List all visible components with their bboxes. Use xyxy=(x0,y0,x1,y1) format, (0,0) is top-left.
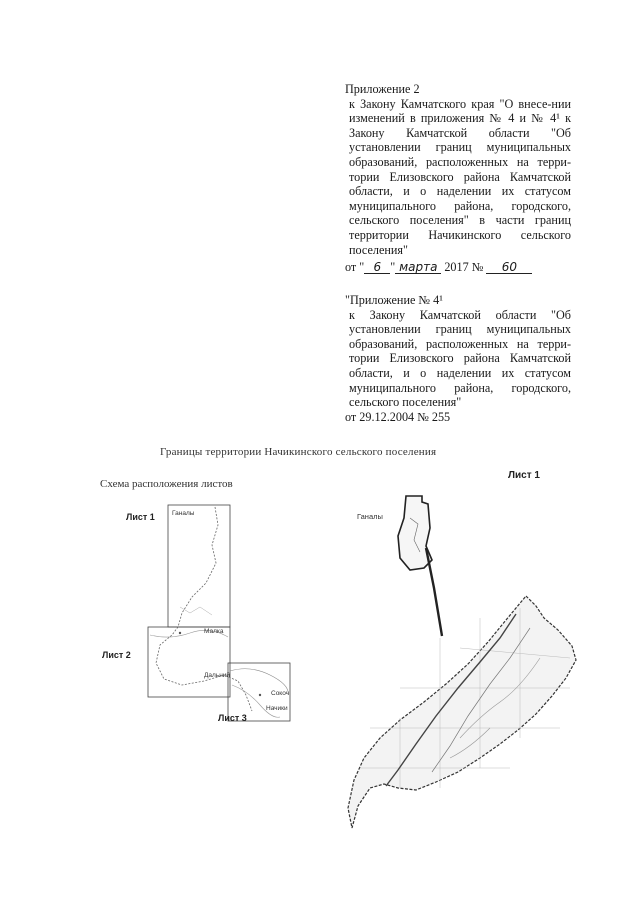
appendix-4-1-date: от 29.12.2004 № 255 xyxy=(345,409,451,424)
appendix-2-heading: Приложение 2 xyxy=(345,82,420,96)
sheet-2-label: Лист 2 xyxy=(102,650,131,660)
scheme-title: Схема расположения листов xyxy=(100,478,233,490)
place-dalniy: Дальний xyxy=(204,672,231,679)
appendix-4-1-block xyxy=(345,293,571,424)
sheet-2-frame xyxy=(148,627,230,697)
date-year: 2017 № xyxy=(444,260,484,275)
sheet-1-label: Лист 1 xyxy=(126,512,155,522)
date-number: 60 xyxy=(486,261,532,274)
date-month: марта xyxy=(395,261,441,274)
boundary-line xyxy=(156,507,252,711)
place-nachiki: Начики xyxy=(266,705,288,712)
sheet-1-map xyxy=(340,488,590,838)
appendix-2-body: к Закону Камчатского края "О внесе-нии изменений в приложения № 4 и № 4¹ к Закону Камчатской области "Об установлении границ муниципальных образований, расположенных на терри-тории Елизовского района Камчатской области, и о наделении их статусом муниципального района, городского, сельского поселения" в части границ территории Начикинского сельского поселения" xyxy=(349,96,571,257)
sheet-3-label: Лист 3 xyxy=(218,713,247,723)
main-sheet-1-label: Лист 1 xyxy=(508,470,540,481)
map-title: Границы территории Начикинского сельского поселения xyxy=(160,446,437,458)
place-sokoch: Сокоч xyxy=(271,690,290,697)
date-day: 6 xyxy=(364,261,390,274)
appendix-2-block xyxy=(345,82,571,275)
appendix-4-1-heading: "Приложение № 4¹ xyxy=(345,293,443,307)
main-territory-boundary xyxy=(348,596,576,828)
sheet-1-frame xyxy=(168,505,230,627)
enclave-boundary xyxy=(398,496,432,570)
place-ganaly: Ганалы xyxy=(172,510,195,517)
appendix-2-date: от " 6 " марта 2017 № 60 xyxy=(345,260,571,275)
place-malka: Малка xyxy=(204,628,224,635)
sheet-layout-scheme xyxy=(120,495,310,735)
place-ganaly-main: Ганалы xyxy=(357,512,383,521)
corridor-line xyxy=(426,548,442,636)
appendix-4-1-body: к Закону Камчатской области "Об установлении границ муниципальных образований, расположенных на терри-тории Елизовского района Камчатской области, и о наделении их статусом муниципального района, городского, сельского поселения" xyxy=(349,307,571,410)
date-prefix: от " xyxy=(345,260,365,275)
